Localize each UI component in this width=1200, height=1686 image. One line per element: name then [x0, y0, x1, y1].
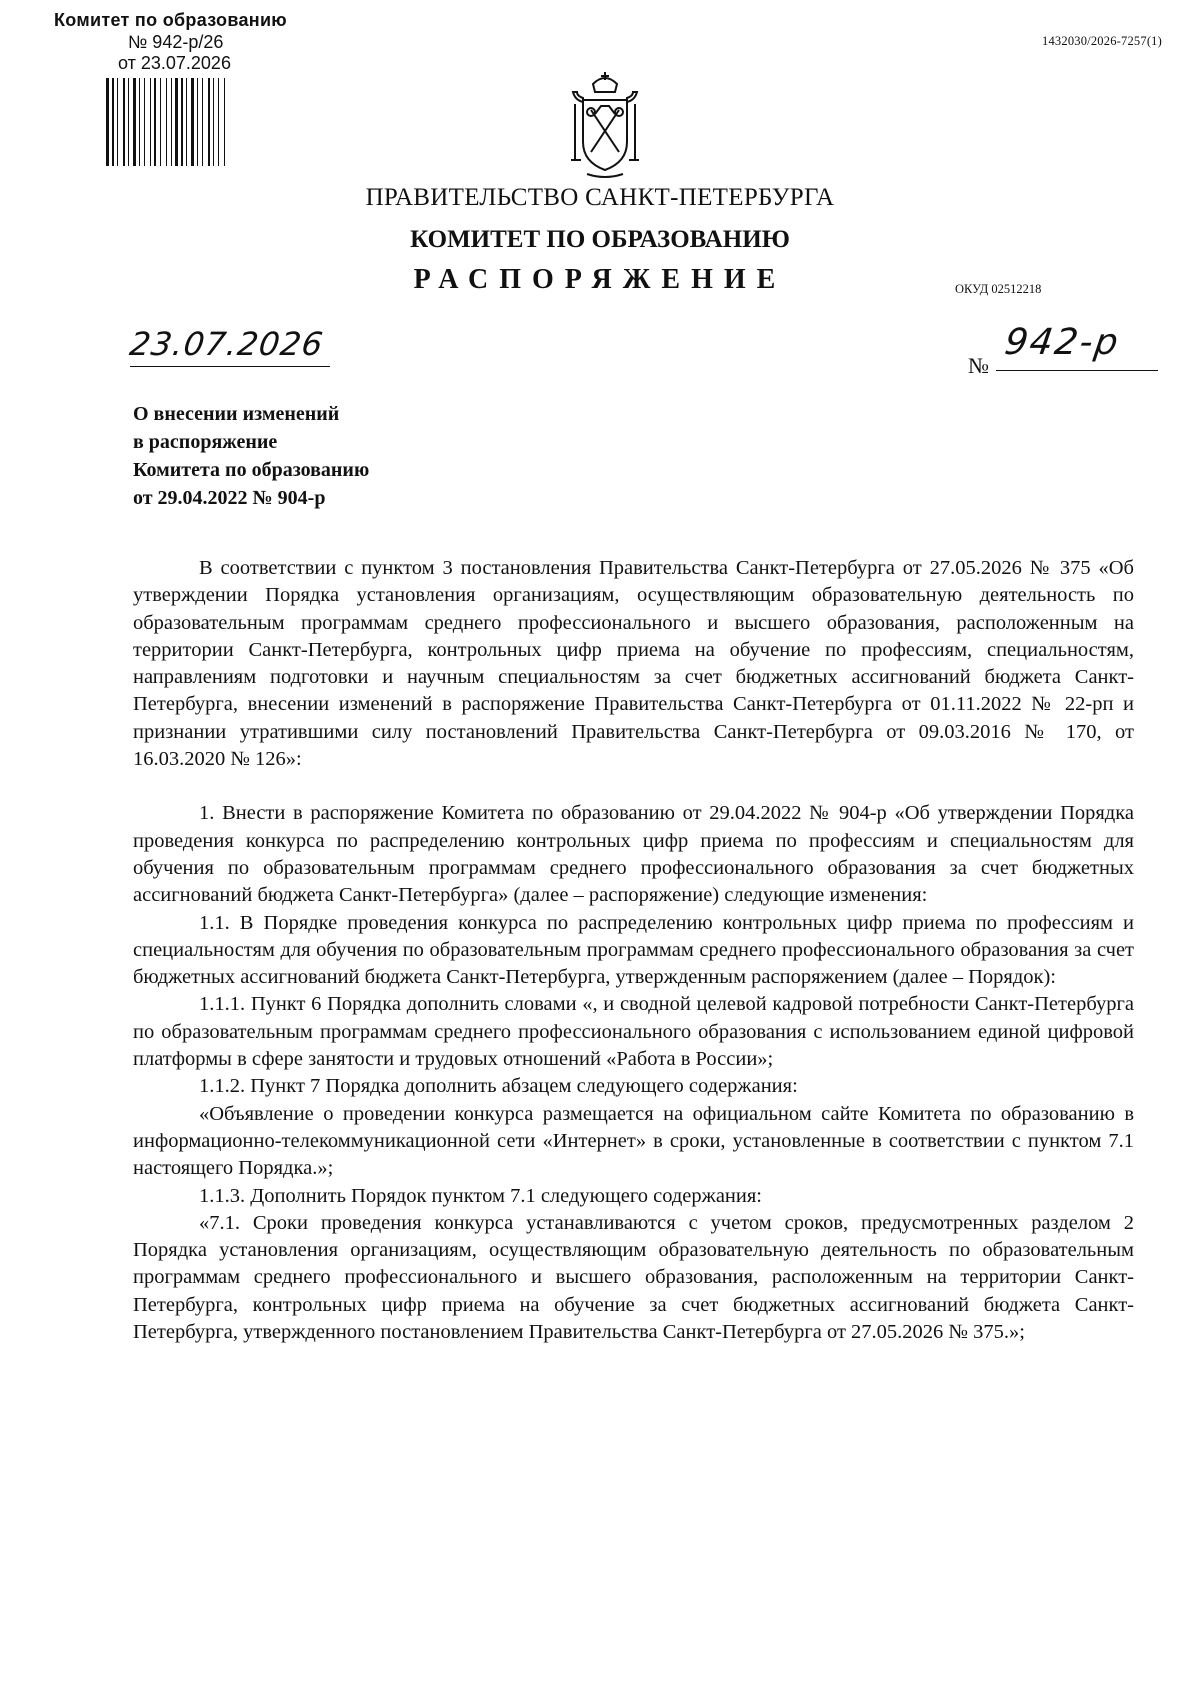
handwritten-date: 23.07.2026	[127, 325, 326, 363]
stamp-number: № 942-р/26	[128, 32, 224, 52]
okud-code: ОКУД 02512218	[955, 282, 1042, 296]
government-title: ПРАВИТЕЛЬСТВО САНКТ-ПЕТЕРБУРГА	[365, 184, 835, 211]
committee-title: КОМИТЕТ ПО ОБРАЗОВАНИЮ	[410, 226, 790, 253]
number-sign: №	[968, 353, 989, 378]
subject-line: в распоряжение	[133, 431, 278, 453]
subject-line: О внесении изменений	[133, 403, 340, 425]
barcode-icon	[106, 78, 266, 166]
coat-of-arms-icon	[565, 70, 645, 180]
body-paragraph: 1.1. В Порядке проведения конкурса по распределению контрольных цифр приема по профессиям и специальностям для обучения по образовательным программам среднего профессионального образования за счет бюджетных ассигнований бюджета Санкт-Петербурга, утвержденным распоряжением (далее – Порядок):	[133, 911, 1134, 989]
document-type: РАСПОРЯЖЕНИЕ	[413, 264, 787, 295]
registration-stamp	[34, 8, 314, 168]
stamp-date: от 23.07.2026	[118, 53, 231, 73]
handwritten-number: 942-р	[1002, 322, 1123, 363]
document-body	[133, 555, 1134, 1346]
preamble-paragraph: В соответствии с пунктом 3 постановления Правительства Санкт-Петербурга от 27.05.2026 № 375 «Об утверждении Порядка установления организациям, осуществляющим образовательную деятельность по образовательным программам среднего профессионального и высшего образования, расположенным на территории Санкт-Петербурга, контрольных цифр приема на обучение по профессиям, специальностям, направлениям подготовки и научным специальностям за счет бюджетных ассигнований бюджета Санкт-Петербурга, внесении изменений в распоряжение Правительства Санкт-Петербурга от 01.11.2022 № 22-рп и признании утратившими силу постановлений Правительства Санкт-Петербурга от 09.03.2016 № 170, от 16.03.2020 № 126»:	[133, 557, 1134, 771]
body-paragraph: 1.1.2. Пункт 7 Порядка дополнить абзацем следующего содержания:	[199, 1075, 798, 1098]
subject-line: Комитета по образованию	[133, 459, 370, 481]
date-underline	[130, 366, 330, 367]
registration-number: 1432030/2026-7257(1)	[1042, 34, 1162, 48]
number-underline	[996, 370, 1158, 371]
body-paragraph: 1.1.1. Пункт 6 Порядка дополнить словами «, и сводной целевой кадровой потребности Санкт-Петербурга по образовательным программам среднего профессионального образования с использованием единой цифровой платформы в сфере занятости и трудовых отношений «Работа в России»;	[133, 993, 1134, 1071]
body-paragraph: «7.1. Сроки проведения конкурса устанавливаются с учетом сроков, предусмотренных разделом 2 Порядка установления организациям, осуществляющим образовательную деятельность по образовательным программам среднего профессионального и высшего образования, расположенным на территории Санкт-Петербурга, контрольных цифр приема на обучение за счет бюджетных ассигнований бюджета Санкт-Петербурга, утвержденного постановлением Правительства Санкт-Петербурга от 27.05.2026 № 375.»;	[133, 1211, 1134, 1344]
stamp-org: Комитет по образованию	[54, 10, 287, 30]
body-paragraph: «Объявление о проведении конкурса размещается на официальном сайте Комитета по образованию в информационно-телекоммуникационной сети «Интернет» в сроки, установленные в соответствии с пунктом 7.1 настоящего Порядка.»;	[133, 1102, 1134, 1180]
body-paragraph: 1.1.3. Дополнить Порядок пунктом 7.1 следующего содержания:	[199, 1184, 762, 1207]
body-paragraph: 1. Внести в распоряжение Комитета по образованию от 29.04.2022 № 904-р «Об утверждении Порядка проведения конкурса по распределению контрольных цифр приема по профессиям и специальностям для обучения по образовательным программам среднего профессионального образования за счет бюджетных ассигнований бюджета Санкт-Петербурга» (далее – распоряжение) следующие изменения:	[133, 802, 1134, 907]
subject-line: от 29.04.2022 № 904-р	[133, 487, 326, 509]
document-subject	[133, 400, 369, 512]
